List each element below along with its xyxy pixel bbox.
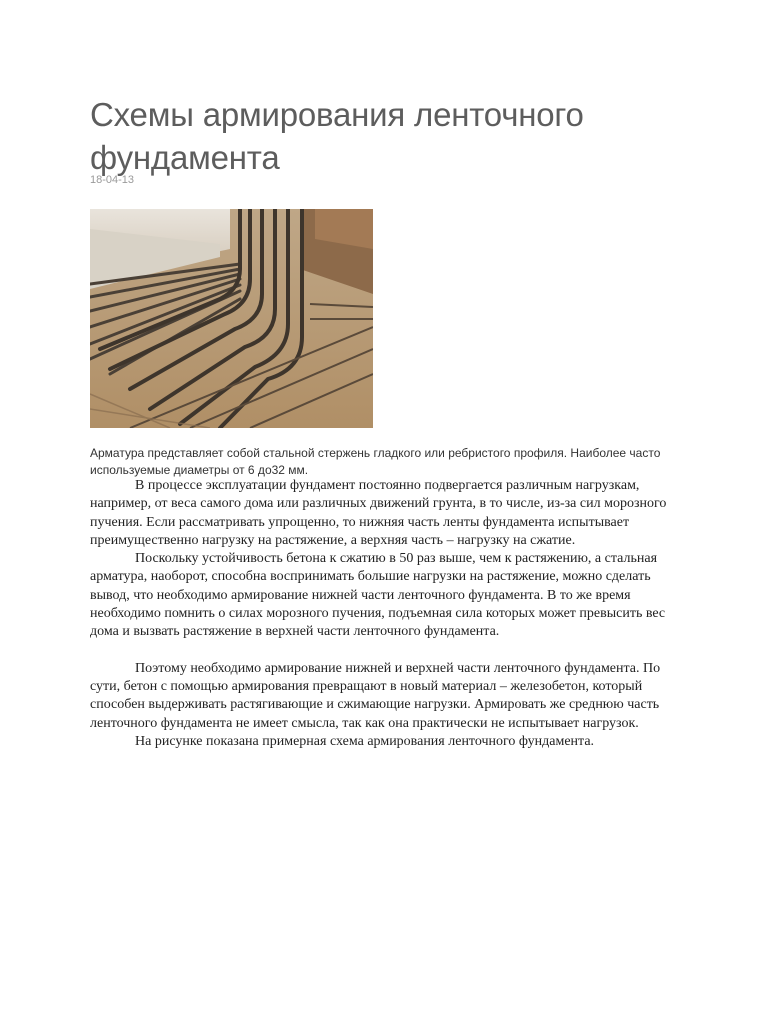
body-paragraph: Поскольку устойчивость бетона к сжатию в 50 раз выше, чем к растяжению, а стальная арматура, наоборот, способна воспринимать большие нагрузки на растяжение, можно сделать вывод, что необходимо армирование нижней части ленточного фундамента. В то же время необходимо помнить о силах морозного пучения, подъемная сила которых может превысить вес дома и вызвать растяжение в верхней части ленточного фундамента. (90, 551, 666, 640)
intro-paragraph: Арматура представляет собой стальной стержень гладкого или ребристого профиля. Наиболее часто используемые диаметры от 6 до32 мм. (90, 446, 661, 477)
body-paragraph: На рисунке показана примерная схема армирования ленточного фундамента. (135, 733, 595, 749)
rebar-photo (90, 209, 373, 428)
page-title: Схемы армирования ленточного фундамента (90, 96, 584, 176)
body-paragraph: В процессе эксплуатации фундамент постоянно подвергается различным нагрузкам, например, от веса самого дома или различных движений грунта, в то числе, из-за сил морозного пучения. Если рассматривать упрощенно, то нижняя часть ленты фундамента испытывает преимущественно нагрузку на растяжение, а верхняя часть – нагрузку на сжатие. (90, 478, 667, 548)
body-paragraph: Поэтому необходимо армирование нижней и верхней части ленточного фундамента. По сути, бетон с помощью армирования превращают в новый материал – железобетон, который способен выдерживать растягивающие и сжимающие нагрузки. Армировать же среднюю часть ленточного фундамента не имеет смысла, так как она практически не испытывает нагрузок. (90, 660, 661, 731)
article-body (90, 477, 680, 751)
post-date: 18-04-13 (90, 174, 135, 186)
